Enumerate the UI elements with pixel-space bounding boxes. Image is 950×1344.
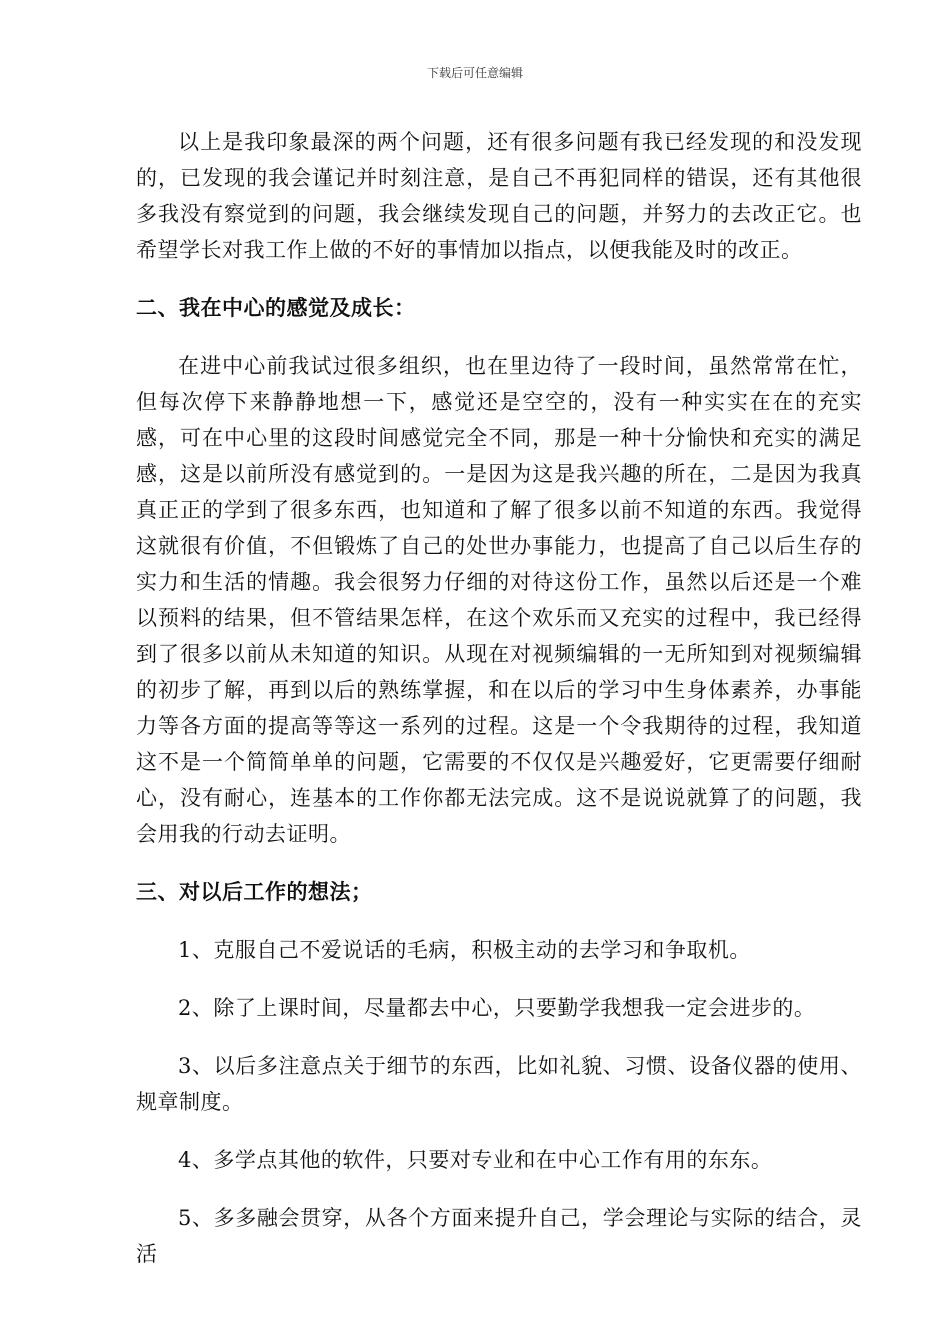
list-item-1: 1、克服自己不爱说话的毛病，积极主动的去学习和争取机。 [178,938,751,962]
page-header: 下载后可任意编辑 [426,66,523,80]
paragraph-summary: 以上是我印象最深的两个问题，还有很多问题有我已经发现的和没发现的，已发现的我会谨记并时刻注意，是自己不再犯同样的错误，还有其他很多我没有察觉到的问题，我会继续发现自己的问题，并努力的去改正它。也希望学长对我工作上做的不好的事情加以指点，以便我能及时的改正。 [136,130,862,262]
list-item-2: 2、除了上课时间，尽量都去中心，只要勤学我想我一定会进步的。 [178,996,816,1020]
list-item-5: 5、多多融会贯穿，从各个方面来提升自己，学会理论与实际的结合，灵活 [136,1206,862,1266]
section-heading-growth: 二、我在中心的感觉及成长： [136,295,416,320]
list-item-4: 4、多学点其他的软件，只要对专业和在中心工作有用的东东。 [178,1148,773,1172]
list-item-3: 3、以后多注意点关于细节的东西，比如礼貌、习惯、设备仪器的使用、规章制度。 [136,1054,862,1114]
paragraph-growth: 在进中心前我试过很多组织，也在里边待了一段时间，虽然常常在忙，但每次停下来静静地想一下，感觉还是空空的，没有一种实实在在的充实感，可在中心里的这段时间感觉完全不同，那是一种十分愉快和充实的满足感，这是以前所没有感觉到的。一是因为这是我兴趣的所在，二是因为我真真正正的学到了很多东西，也知道和了解了很多以前不知道的东西。我觉得这就很有价值，不但锻炼了自己的处世办事能力，也提高了自己以后生存的实力和生活的情趣。我会很努力仔细的对待这份工作，虽然以后还是一个难以预料的结果，但不管结果怎样，在这个欢乐而又充实的过程中，我已经得到了很多以前从未知道的知识。从现在对视频编辑的一无所知到对视频编辑的初步了解，再到以后的熟练掌握，和在以后的学习中生身体素养，办事能力等各方面的提高等等这一系列的过程。这是一个令我期待的过程，我知道这不是一个简简单单的问题，它需要的不仅仅是兴趣爱好，它更需要仔细耐心，没有耐心，连基本的工作你都无法完成。这不是说说就算了的问题，我会用我的行动去证明。 [136,354,862,846]
document-body [136,124,862,1272]
section-heading-future-plans: 三、对以后工作的想法； [136,879,373,904]
